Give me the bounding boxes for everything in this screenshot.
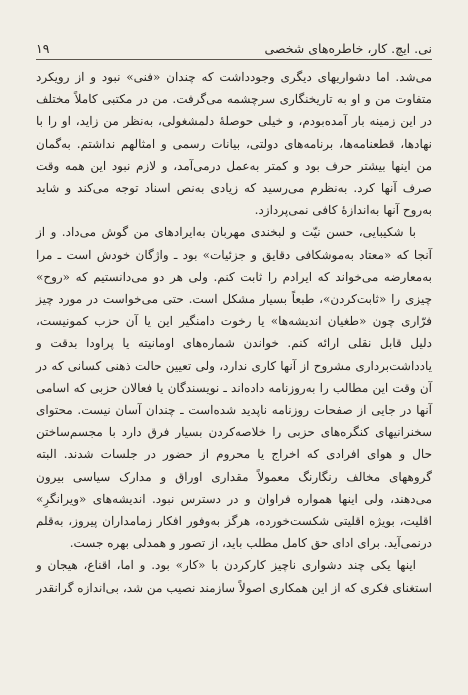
body-text <box>36 66 432 599</box>
paragraph-3: اینها یکی چند دشواری ناچیز کارکردن با «کار» بود. و اما، اقناع، هیجان و استغنای فکری که از این همکاری اصولاً سازمند نصیب من شد، بی‌اندازه گرانقدر <box>36 558 432 595</box>
paragraph-1: می‌شد. اما دشواریهای دیگری وجودداشت که چندان «فنی» نبود و از رویکرد متفاوت من و او به تاریخنگاری سرچشمه می‌گرفت. من در مکتبی کاملاً مختلف در این زمینه بار آمده‌بودم، و خیلی حوصلهٔ دلمشغولی، به‌نظر من زاید، او را با نهادها، قطعنامه‌ها، برنامه‌های دولتی، بیانات رسمی و امثالهم نداشتم. به‌گمان من اینها بیشتر حرف بود و کمتر به‌عمل درمی‌آمد، و لازم نبود این همه وقت صرف آنها کرد. به‌نظرم می‌رسید که زیادی به‌نص اسناد توجه می‌کند و شاید به‌روح آنها به‌اندازهٔ کافی نمی‌پردازد. <box>36 70 432 218</box>
header-rule <box>36 59 432 60</box>
running-header <box>36 34 432 56</box>
page-number: ۱۹ <box>36 41 50 56</box>
running-title: نی. ایچ. کار، خاطره‌های شخصی <box>264 41 432 56</box>
paragraph-2: با شکیبایی، حسن نیّت و لبخندی مهربان به‌ایرادهای من گوش می‌داد. و از آنجا که «معتاد به‌موشکافی دقایق و جزئیات» بود ـ واژگان خودش است ـ مرا به‌معارضه می‌خواند که ایرادم را ثابت کنم. ولی هر دو می‌دانستیم که «روح» چیزی را «ثابت‌کردن»، طبعاً بسیار مشکل است. حتی می‌خواست در مورد چیز فرّاری چون «طغیان اندیشه‌ها» یا رخوت دامنگیر این یا آن حزب کمونیست، دلیل قابل نقلی ارائه کنم. خواندن شماره‌های اومانیته یا پراودا بدقت و یادداشت‌برداری مشروح از آنها کاری ندارد، ولی تعیین حالت ذهنی کسانی که در آن وقت این مطالب را به‌روزنامه داده‌اند ـ نویسندگان یا فعالان حزبی که اسامی آنها در جایی از صفحات روزنامه ناپدید شده‌است ـ چندان آسان نیست. محتوای سخنرانیهای کنگره‌های حزبی را خلاصه‌کردن بسیار فرق دارد با مجسم‌ساختن حال و هوای افرادی که اخراج یا محروم از حضور در جلسات شدند. البته گروههای مخالف رنگارنگ معمولاً مقداری اوراق و مدارک سیاسی بیرون می‌دهند، ولی اینها همواره فراوان و در دسترس نبود. اندیشه‌های «ویرانگرِ» اقلیت، بویژه اقلیتی شکست‌خورده، هرگز به‌وفور افکار زمامداران پیروز، به‌قلم درنمی‌آید. برای ادای حق کامل مطلب باید، از تصور و همدلی بهره جست. <box>36 225 432 551</box>
